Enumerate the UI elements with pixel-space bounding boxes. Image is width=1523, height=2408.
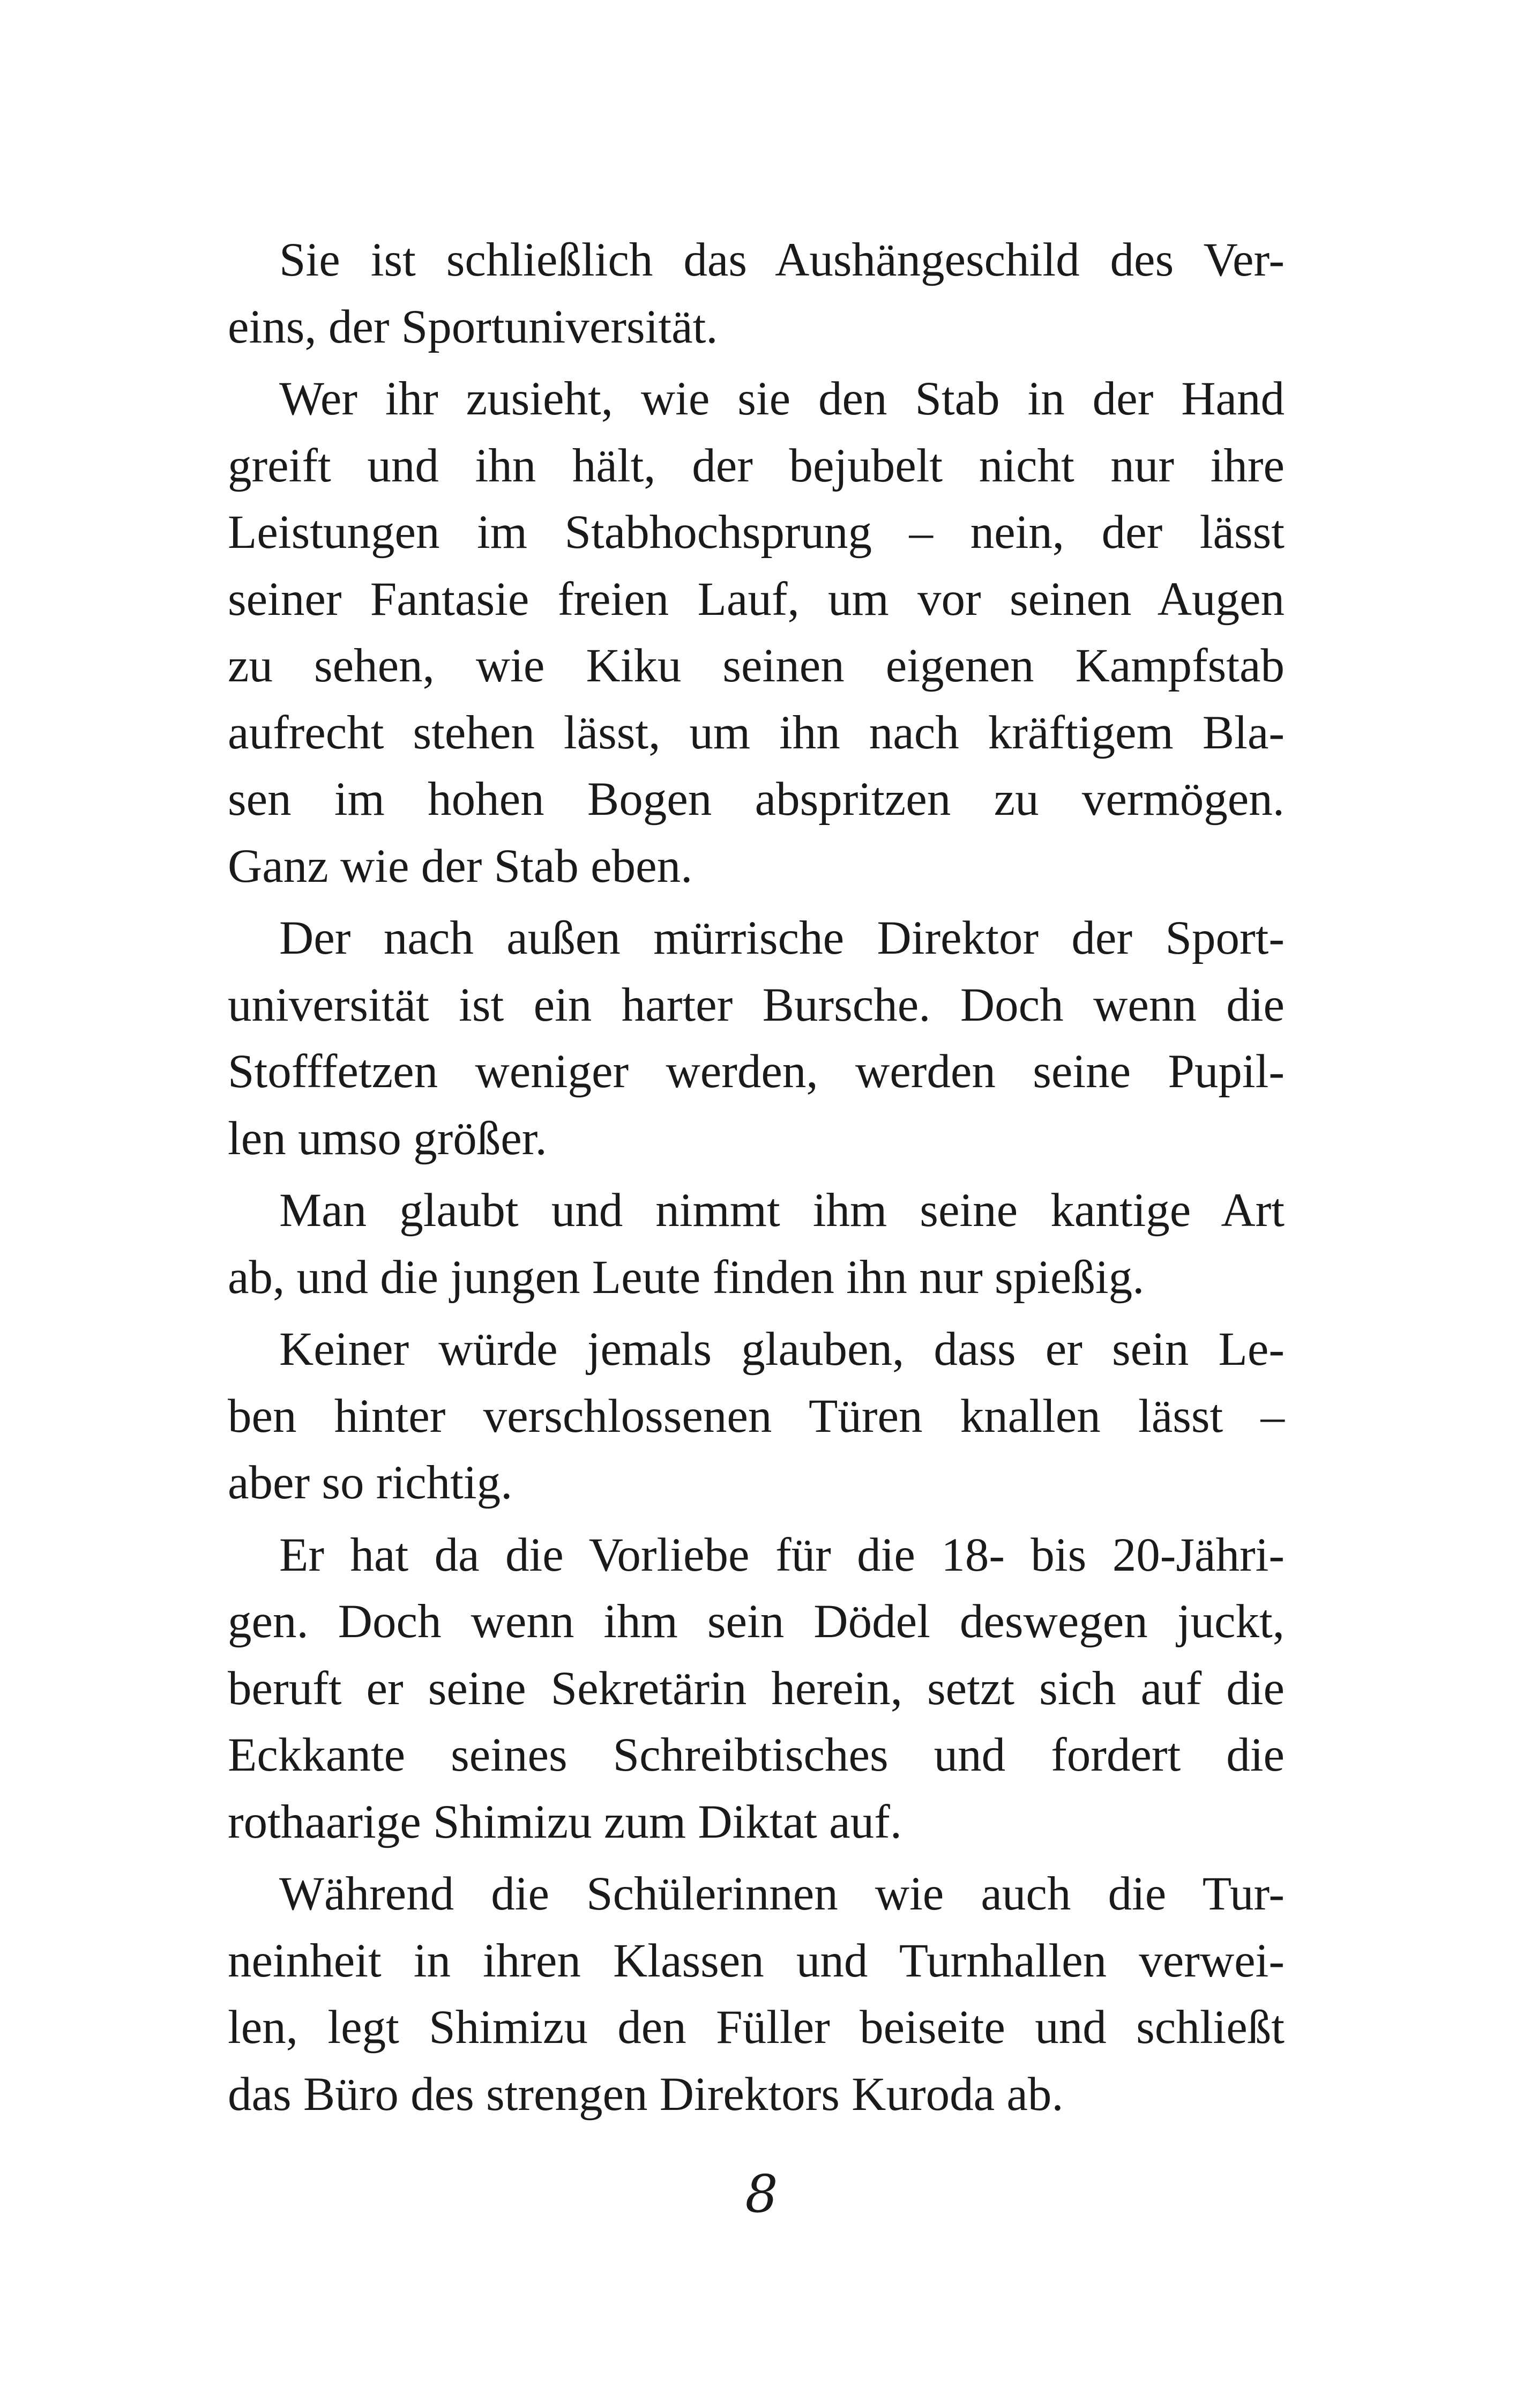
text-line: len, legt Shimizu den Füller beiseite und schließt	[228, 2001, 1285, 2054]
text-line: Man glaubt und nimmt ihm seine kantige Art	[279, 1184, 1285, 1237]
text-line: Stofffetzen weniger werden, werden seine Pupil-	[228, 1045, 1285, 1098]
text-line: Wer ihr zusieht, wie sie den Stab in der Hand	[279, 373, 1285, 425]
paragraph	[228, 1177, 1285, 1311]
text-line: zu sehen, wie Kiku seinen eigenen Kampfstab	[228, 640, 1285, 692]
text-line: neinheit in ihren Klassen und Turnhallen verwei-	[228, 1934, 1285, 1987]
text-line: Leistungen im Stabhochsprung – nein, der lässt	[228, 506, 1285, 559]
paragraph	[228, 366, 1285, 900]
paragraph	[228, 1522, 1285, 1856]
text-line: beruft er seine Sekretärin herein, setzt sich auf die	[228, 1662, 1285, 1715]
text-line: eins, der Sportuniversität.	[228, 300, 718, 353]
text-line: Keiner würde jemals glauben, dass er sein Le-	[279, 1323, 1285, 1376]
text-line: Er hat da die Vorliebe für die 18- bis 20-Jähri-	[279, 1528, 1285, 1581]
text-line: ab, und die jungen Leute finden ihn nur spießig.	[228, 1251, 1145, 1304]
text-line: rothaarige Shimizu zum Diktat auf.	[228, 1795, 902, 1848]
text-line: Ganz wie der Stab eben.	[228, 839, 693, 893]
text-line: sen im hohen Bogen abspritzen zu vermögen.	[228, 773, 1285, 826]
paragraph	[228, 905, 1285, 1172]
paragraph	[228, 1861, 1285, 2128]
text-line: greift und ihn hält, der bejubelt nicht nur ihre	[228, 439, 1285, 492]
text-line: universität ist ein harter Bursche. Doch wenn die	[228, 978, 1285, 1031]
text-line: aufrecht stehen lässt, um ihn nach kräftigem Bla-	[228, 706, 1285, 759]
text-line: Eckkante seines Schreibtisches und fordert die	[228, 1729, 1285, 1781]
paragraph	[228, 1316, 1285, 1517]
paragraph	[228, 227, 1285, 360]
body-text	[228, 227, 1285, 2133]
text-line: Der nach außen mürrische Direktor der Sport-	[279, 912, 1285, 964]
page-number: 8	[745, 2164, 778, 2224]
text-line: Sie ist schließlich das Aushängeschild des Ver-	[279, 234, 1285, 286]
text-line: len umso größer.	[228, 1112, 547, 1165]
text-line: aber so richtig.	[228, 1456, 513, 1509]
text-line: das Büro des strengen Direktors Kuroda ab.	[228, 2068, 1064, 2121]
text-line: ben hinter verschlossenen Türen knallen lässt –	[228, 1389, 1285, 1443]
text-line: seiner Fantasie freien Lauf, um vor seinen Augen	[228, 573, 1285, 626]
text-line: Während die Schülerinnen wie auch die Tur-	[279, 1868, 1285, 1920]
text-line: gen. Doch wenn ihm sein Dödel deswegen juckt,	[228, 1595, 1285, 1648]
